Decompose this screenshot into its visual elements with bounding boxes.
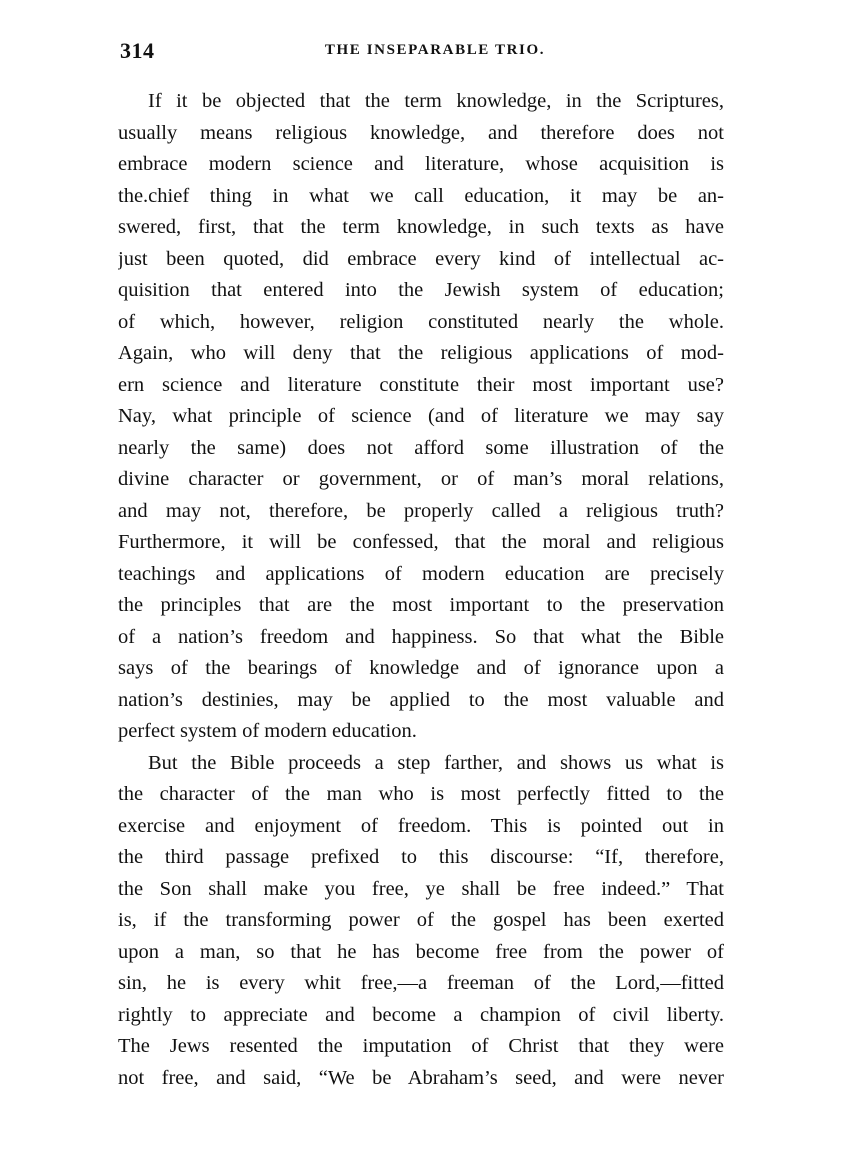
text-line: of a nation’s freedom and happiness. So that what the Bible xyxy=(118,625,724,648)
text-line: embrace modern science and literature, whose acquisition is xyxy=(118,153,724,175)
page-header xyxy=(120,38,720,68)
text-line: Again, who will deny that the religious applications of mod- xyxy=(118,342,724,364)
text-line: usually means religious knowledge, and therefore does not xyxy=(118,121,724,144)
text-line: divine character or government, or of man’s moral relations, xyxy=(118,468,724,490)
text-line: Furthermore, it will be confessed, that the moral and religious xyxy=(118,531,724,553)
text-line: But the Bible proceeds a step farther, and shows us what is xyxy=(148,751,724,774)
text-line: nearly the same) does not afford some illustration of the xyxy=(118,436,724,459)
text-line: the Son shall make you free, ye shall be free indeed.” That xyxy=(118,877,724,900)
text-line: the character of the man who is most perfectly fitted to the xyxy=(118,783,724,805)
text-line: perfect system of modern education. xyxy=(118,720,417,742)
text-line: says of the bearings of knowledge and of ignorance upon a xyxy=(118,657,724,679)
text-line: the principles that are the most important to the preservation xyxy=(118,594,724,616)
text-line: sin, he is every whit free,—a freeman of the Lord,—fitted xyxy=(118,972,724,994)
text-line: the third passage prefixed to this discourse: “If, therefore, xyxy=(118,846,724,868)
text-line: the.chief thing in what we call education, it may be an- xyxy=(118,184,724,207)
text-line: If it be objected that the term knowledge, in the Scriptures, xyxy=(148,90,724,112)
text-line: exercise and enjoyment of freedom. This is pointed out in xyxy=(118,814,724,837)
text-line: of which, however, religion constituted nearly the whole. xyxy=(118,310,724,333)
text-line: swered, first, that the term knowledge, in such texts as have xyxy=(118,216,724,238)
body-text xyxy=(118,86,724,1094)
text-line: quisition that entered into the Jewish system of education; xyxy=(118,279,724,301)
text-line: rightly to appreciate and become a champion of civil liberty. xyxy=(118,1003,724,1026)
text-line: is, if the transforming power of the gospel has been exerted xyxy=(118,909,724,931)
page-number: 314 xyxy=(120,38,155,63)
text-line: teachings and applications of modern education are precisely xyxy=(118,562,724,585)
text-line: ern science and literature constitute their most important use? xyxy=(118,373,724,396)
text-line: just been quoted, did embrace every kind of intellectual ac- xyxy=(118,247,724,270)
text-line: not free, and said, “We be Abraham’s seed, and were never xyxy=(118,1066,724,1089)
text-line: Nay, what principle of science (and of literature we may say xyxy=(118,405,724,427)
running-title: THE INSEPARABLE TRIO. xyxy=(324,42,546,58)
text-line: nation’s destinies, may be applied to the most valuable and xyxy=(118,688,724,711)
text-line: upon a man, so that he has become free from the power of xyxy=(118,940,724,963)
text-line: The Jews resented the imputation of Christ that they were xyxy=(118,1035,724,1057)
text-line: and may not, therefore, be properly called a religious truth? xyxy=(118,499,724,522)
